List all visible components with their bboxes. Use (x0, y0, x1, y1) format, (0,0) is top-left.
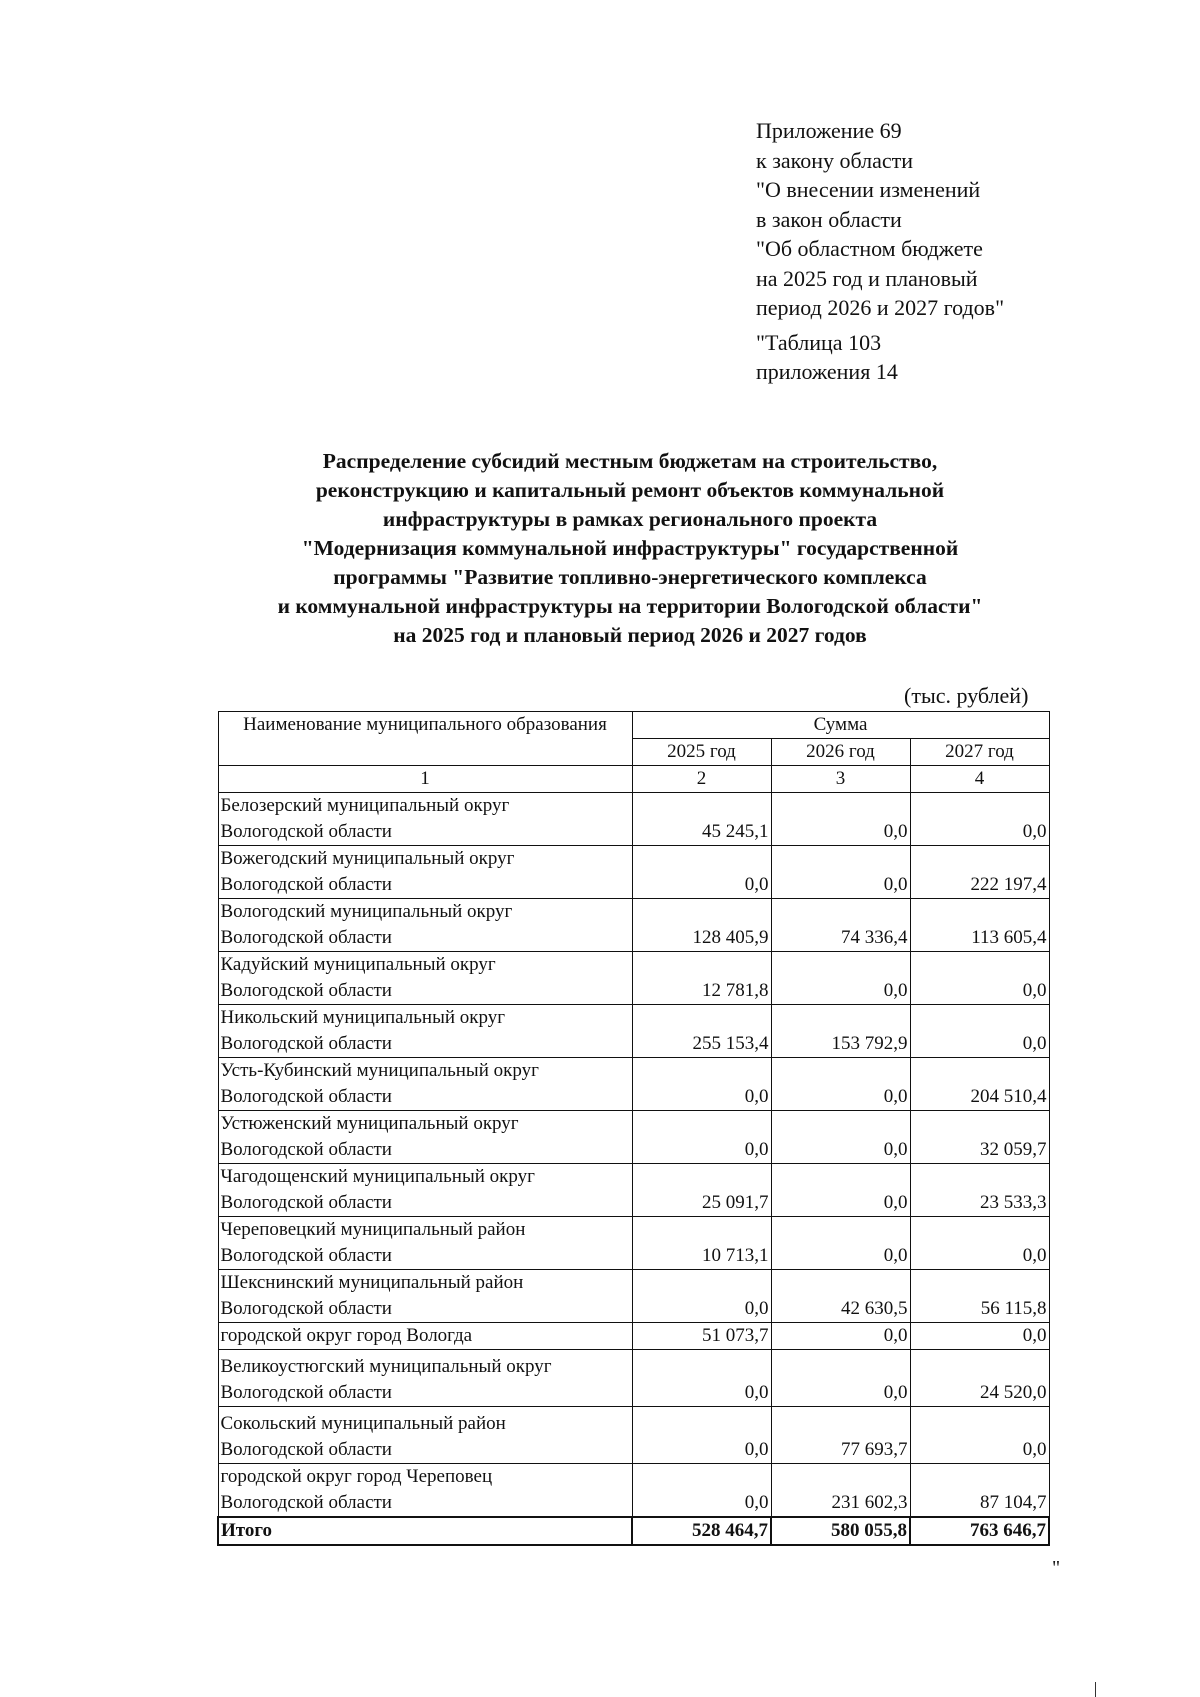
table-row (218, 1270, 1049, 1323)
municipality-name (218, 1407, 632, 1464)
value-2027: 113 605,4 (910, 899, 1049, 952)
municipality-name (218, 952, 632, 1005)
table-ref-line: приложения 14 (756, 359, 898, 384)
value-2027: 0,0 (910, 952, 1049, 1005)
value-2026: 0,0 (771, 952, 910, 1005)
name-line: Вологодской области (220, 1492, 392, 1513)
name-line: Вожегодский муниципальный округ (220, 848, 515, 869)
name-line: Вологодской области (220, 927, 392, 948)
column-number: 1 (218, 766, 632, 793)
header-name: Наименование муниципального образования (218, 712, 632, 766)
municipality-name (218, 793, 632, 846)
title-line: инфраструктуры в рамках регионального проекта (382, 507, 878, 531)
total-label: Итого (218, 1517, 632, 1545)
name-line: Усть-Кубинский муниципальный округ (220, 1060, 539, 1081)
municipality-name (218, 1270, 632, 1323)
table-row (218, 1323, 1049, 1350)
value-2025: 128 405,9 (632, 899, 771, 952)
value-2026: 74 336,4 (771, 899, 910, 952)
municipality-name (218, 1005, 632, 1058)
value-2026: 0,0 (771, 793, 910, 846)
name-line: Вологодской области (220, 1382, 392, 1403)
table-row (218, 1058, 1049, 1111)
value-2025: 45 245,1 (632, 793, 771, 846)
name-line: Чагодощенский муниципальный округ (220, 1166, 535, 1187)
table-body (218, 712, 1049, 1546)
value-2027: 87 104,7 (910, 1464, 1049, 1518)
table-ref-line: "Таблица 103 (756, 329, 882, 355)
value-2026: 0,0 (771, 1217, 910, 1270)
title-line: реконструкцию и капитальный ремонт объектов коммунальной (315, 478, 945, 502)
value-2026: 0,0 (771, 1350, 910, 1407)
value-2026: 153 792,9 (771, 1005, 910, 1058)
name-line: городской округ город Череповец (220, 1466, 493, 1487)
annex-line: к закону области (756, 147, 914, 173)
value-2026: 0,0 (771, 1111, 910, 1164)
column-number: 2 (632, 766, 771, 793)
name-line: Белозерский муниципальный округ (220, 795, 510, 816)
header-sum: Сумма (632, 712, 1049, 739)
value-2027: 0,0 (910, 1323, 1049, 1350)
name-line: Вологодской области (220, 1086, 392, 1107)
value-2026: 0,0 (771, 1323, 910, 1350)
value-2025: 51 073,7 (632, 1323, 771, 1350)
annex-line: "О внесении изменений (756, 177, 981, 202)
municipality-name (218, 1464, 632, 1518)
value-2025: 0,0 (632, 1058, 771, 1111)
column-number: 3 (771, 766, 910, 793)
value-2025: 25 091,7 (632, 1164, 771, 1217)
table-row (218, 846, 1049, 899)
value-2027: 0,0 (910, 1407, 1049, 1464)
municipality-name (218, 1058, 632, 1111)
name-line: Вологодской области (220, 1298, 392, 1319)
annex-line: "Об областном бюджете (756, 236, 983, 261)
value-2025: 0,0 (632, 846, 771, 899)
scan-edge-mark (1095, 1682, 1096, 1697)
value-2026: 0,0 (771, 1164, 910, 1217)
table-row (218, 952, 1049, 1005)
name-line: Вологодский муниципальный округ (220, 901, 513, 922)
value-2025: 0,0 (632, 1350, 771, 1407)
value-2027: 222 197,4 (910, 846, 1049, 899)
value-2025: 10 713,1 (632, 1217, 771, 1270)
table-row (218, 1005, 1049, 1058)
table-row (218, 1464, 1049, 1518)
table-row (218, 1407, 1049, 1464)
value-2025: 0,0 (632, 1111, 771, 1164)
units-label: (тыс. рублей) (904, 683, 1029, 708)
column-number: 4 (910, 766, 1049, 793)
title-line: Распределение субсидий местным бюджетам на строительство, (322, 449, 938, 473)
value-2026: 0,0 (771, 846, 910, 899)
name-line: Вологодской области (220, 874, 392, 895)
title-line: на 2025 год и плановый период 2026 и 2027 годов (393, 623, 867, 647)
value-2027: 0,0 (910, 1005, 1049, 1058)
value-2025: 255 153,4 (632, 1005, 771, 1058)
title-line: "Модернизация коммунальной инфраструктуры" государственной (301, 536, 959, 560)
value-2027: 0,0 (910, 1217, 1049, 1270)
value-2027: 24 520,0 (910, 1350, 1049, 1407)
name-line: Вологодской области (220, 821, 392, 842)
table-row (218, 1111, 1049, 1164)
table-row (218, 1350, 1049, 1407)
name-line: Шекснинский муниципальный район (220, 1272, 524, 1293)
annex-line: период 2026 и 2027 годов" (756, 295, 1005, 320)
name-line: Вологодской области (220, 1033, 392, 1054)
name-line: Вологодской области (220, 980, 392, 1001)
name-line: Вологодской области (220, 1192, 392, 1213)
name-line: городской округ город Вологда (220, 1325, 473, 1346)
name-line: Вологодской области (220, 1245, 392, 1266)
municipality-name (218, 1350, 632, 1407)
annex-line: Приложение 69 (756, 118, 902, 143)
municipality-name (218, 1111, 632, 1164)
value-2026: 0,0 (771, 1058, 910, 1111)
value-2025: 0,0 (632, 1270, 771, 1323)
municipality-name (218, 1164, 632, 1217)
total-2025: 528 464,7 (632, 1517, 771, 1545)
value-2026: 231 602,3 (771, 1464, 910, 1518)
name-line: Никольский муниципальный округ (220, 1007, 506, 1028)
name-line: Сокольский муниципальный район (220, 1413, 506, 1434)
table-row (218, 899, 1049, 952)
table-row (218, 1217, 1049, 1270)
total-2027: 763 646,7 (910, 1517, 1049, 1545)
title-line: программы "Развитие топливно-энергетического комплекса (333, 565, 927, 589)
header-year: 2027 год (910, 739, 1049, 766)
municipality-name (218, 899, 632, 952)
name-line: Великоустюгский муниципальный округ (220, 1356, 552, 1377)
name-line: Череповецкий муниципальный район (220, 1219, 526, 1240)
header-year: 2025 год (632, 739, 771, 766)
name-line: Вологодской области (220, 1139, 392, 1160)
municipality-name (218, 1323, 632, 1350)
name-line: Кадуйский муниципальный округ (220, 954, 496, 975)
table-reference (756, 328, 1004, 387)
total-2026: 580 055,8 (771, 1517, 910, 1545)
value-2027: 32 059,7 (910, 1111, 1049, 1164)
value-2026: 42 630,5 (771, 1270, 910, 1323)
annex-line: на 2025 год и плановый (756, 265, 978, 291)
value-2027: 204 510,4 (910, 1058, 1049, 1111)
total-row (218, 1517, 1049, 1545)
value-2027: 23 533,3 (910, 1164, 1049, 1217)
municipality-name (218, 846, 632, 899)
column-number-row (218, 766, 1049, 793)
annex-line: в закон области (756, 206, 902, 232)
name-line: Вологодской области (220, 1439, 392, 1460)
closing-quote: " (1052, 1557, 1061, 1579)
value-2027: 0,0 (910, 793, 1049, 846)
table-row (218, 1164, 1049, 1217)
value-2025: 12 781,8 (632, 952, 771, 1005)
value-2026: 77 693,7 (771, 1407, 910, 1464)
document-title (180, 447, 1080, 650)
value-2027: 56 115,8 (910, 1270, 1049, 1323)
name-line: Устюженский муниципальный округ (220, 1113, 519, 1134)
table-row (218, 793, 1049, 846)
annex-header (756, 116, 1004, 387)
subsidy-table (217, 711, 1050, 1546)
header-year: 2026 год (771, 739, 910, 766)
title-line: и коммунальной инфраструктуры на территории Вологодской области" (277, 594, 983, 618)
municipality-name (218, 1217, 632, 1270)
value-2025: 0,0 (632, 1407, 771, 1464)
value-2025: 0,0 (632, 1464, 771, 1518)
header-row (218, 712, 1049, 739)
